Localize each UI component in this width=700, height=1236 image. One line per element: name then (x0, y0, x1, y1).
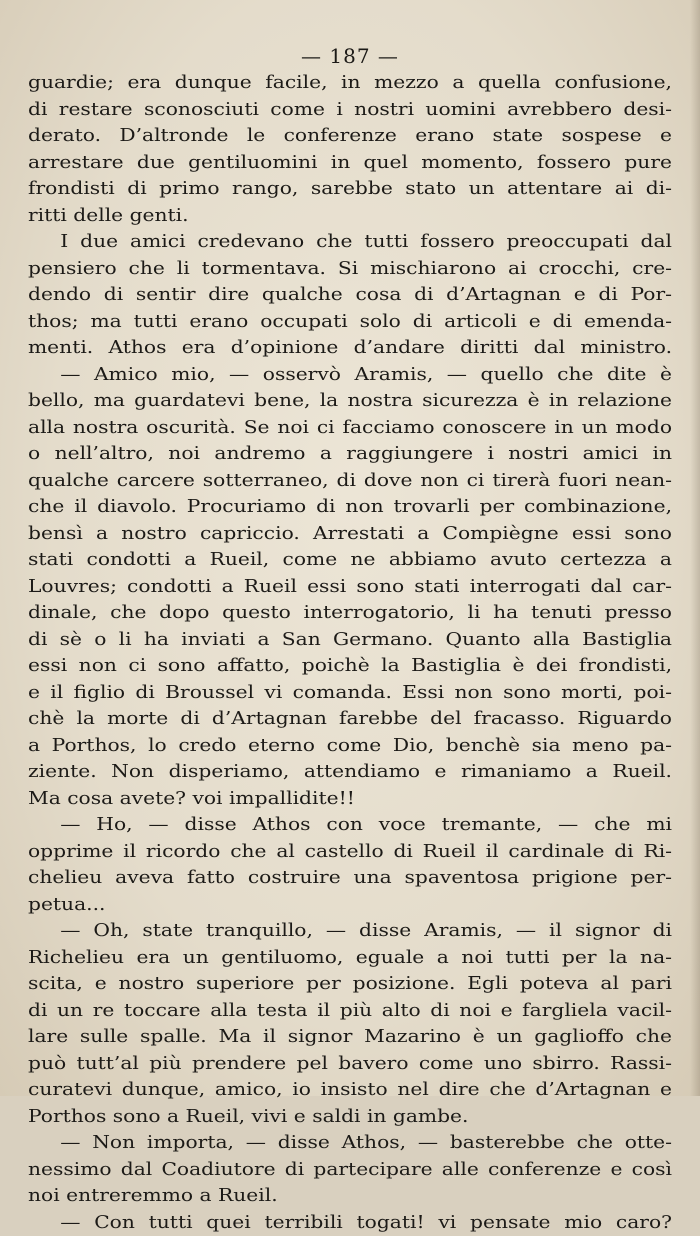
text-line: nessimo dal Coadiutore di partecipare alle conferenze e così (28, 1157, 672, 1184)
text-line: scita, e nostro superiore per posizione. Egli poteva al pari (28, 971, 672, 998)
text-line: petua... (28, 892, 672, 919)
text-line: curatevi dunque, amico, io insisto nel dire che d’Artagnan e (28, 1077, 672, 1104)
text-line: a Porthos, lo credo eterno come Dio, benchè sia meno pa- (28, 733, 672, 760)
text-line: alla nostra oscurità. Se noi ci facciamo conoscere in un modo (28, 415, 672, 442)
text-line: Richelieu era un gentiluomo, eguale a noi tutti per la na- (28, 945, 672, 972)
text-line: ziente. Non disperiamo, attendiamo e rimaniamo a Rueil. (28, 759, 672, 786)
text-line: bensì a nostro capriccio. Arrestati a Compiègne essi sono (28, 521, 672, 548)
text-line: Porthos sono a Rueil, vivi e saldi in gambe. (28, 1104, 672, 1131)
text-line: dendo di sentir dire qualche cosa di d’Artagnan e di Por- (28, 282, 672, 309)
text-line: — Non importa, — disse Athos, — basterebbe che otte- (28, 1130, 672, 1157)
text-line: dinale, che dopo questo interrogatorio, li ha tenuti presso (28, 600, 672, 627)
text-line: bello, ma guardatevi bene, la nostra sicurezza è in relazione (28, 388, 672, 415)
text-line: opprime il ricordo che al castello di Rueil il cardinale di Ri- (28, 839, 672, 866)
text-line: arrestare due gentiluomini in quel momento, fossero pure (28, 150, 672, 177)
text-line: — Amico mio, — osservò Aramis, — quello che dite è (28, 362, 672, 389)
text-line: — Con tutti quei terribili togati! vi pensate mio caro? (28, 1210, 672, 1236)
text-line: menti. Athos era d’opinione d’andare diritti dal ministro. (28, 335, 672, 362)
text-line: Louvres; condotti a Rueil essi sono stati interrogati dal car- (28, 574, 672, 601)
text-line: — Oh, state tranquillo, — disse Aramis, — il signor di (28, 918, 672, 945)
text-line: chelieu aveva fatto costruire una spaventosa prigione per- (28, 865, 672, 892)
text-line: — Ho, — disse Athos con voce tremante, — che mi (28, 812, 672, 839)
text-line: frondisti di primo rango, sarebbe stato un attentare ai di- (28, 176, 672, 203)
text-line: che il diavolo. Procuriamo di non trovarli per combinazione, (28, 494, 672, 521)
text-line: o nell’altro, noi andremo a raggiungere i nostri amici in (28, 441, 672, 468)
text-line: guardie; era dunque facile, in mezzo a quella confusione, (28, 70, 672, 97)
text-line: stati condotti a Rueil, come ne abbiamo avuto certezza a (28, 547, 672, 574)
text-line: I due amici credevano che tutti fossero preoccupati dal (28, 229, 672, 256)
text-line: chè la morte di d’Artagnan farebbe del fracasso. Riguardo (28, 706, 672, 733)
page-number: — 187 — (0, 44, 700, 68)
text-line: thos; ma tutti erano occupati solo di articoli e di emenda- (28, 309, 672, 336)
page-edge-shadow (690, 0, 700, 1096)
text-line: di sè o li ha inviati a San Germano. Quanto alla Bastiglia (28, 627, 672, 654)
text-line: pensiero che li tormentava. Si mischiarono ai crocchi, cre- (28, 256, 672, 283)
text-line: di un re toccare alla testa il più alto di noi e fargliela vacil- (28, 998, 672, 1025)
text-line: e il figlio di Broussel vi comanda. Essi non sono morti, poi- (28, 680, 672, 707)
text-line: essi non ci sono affatto, poichè la Bastiglia è dei frondisti, (28, 653, 672, 680)
text-line: di restare sconosciuti come i nostri uomini avrebbero desi- (28, 97, 672, 124)
body-text (28, 70, 588, 1236)
text-line: Ma cosa avete? voi impallidite!! (28, 786, 672, 813)
text-line: derato. D’altronde le conferenze erano state sospese e (28, 123, 672, 150)
text-line: noi entreremmo a Rueil. (28, 1183, 672, 1210)
text-line: può tutt’al più prendere pel bavero come uno sbirro. Rassi- (28, 1051, 672, 1078)
text-line: ritti delle genti. (28, 203, 672, 230)
text-line: qualche carcere sotterraneo, di dove non ci tirerà fuori nean- (28, 468, 672, 495)
text-line: lare sulle spalle. Ma il signor Mazarino è un gaglioffo che (28, 1024, 672, 1051)
